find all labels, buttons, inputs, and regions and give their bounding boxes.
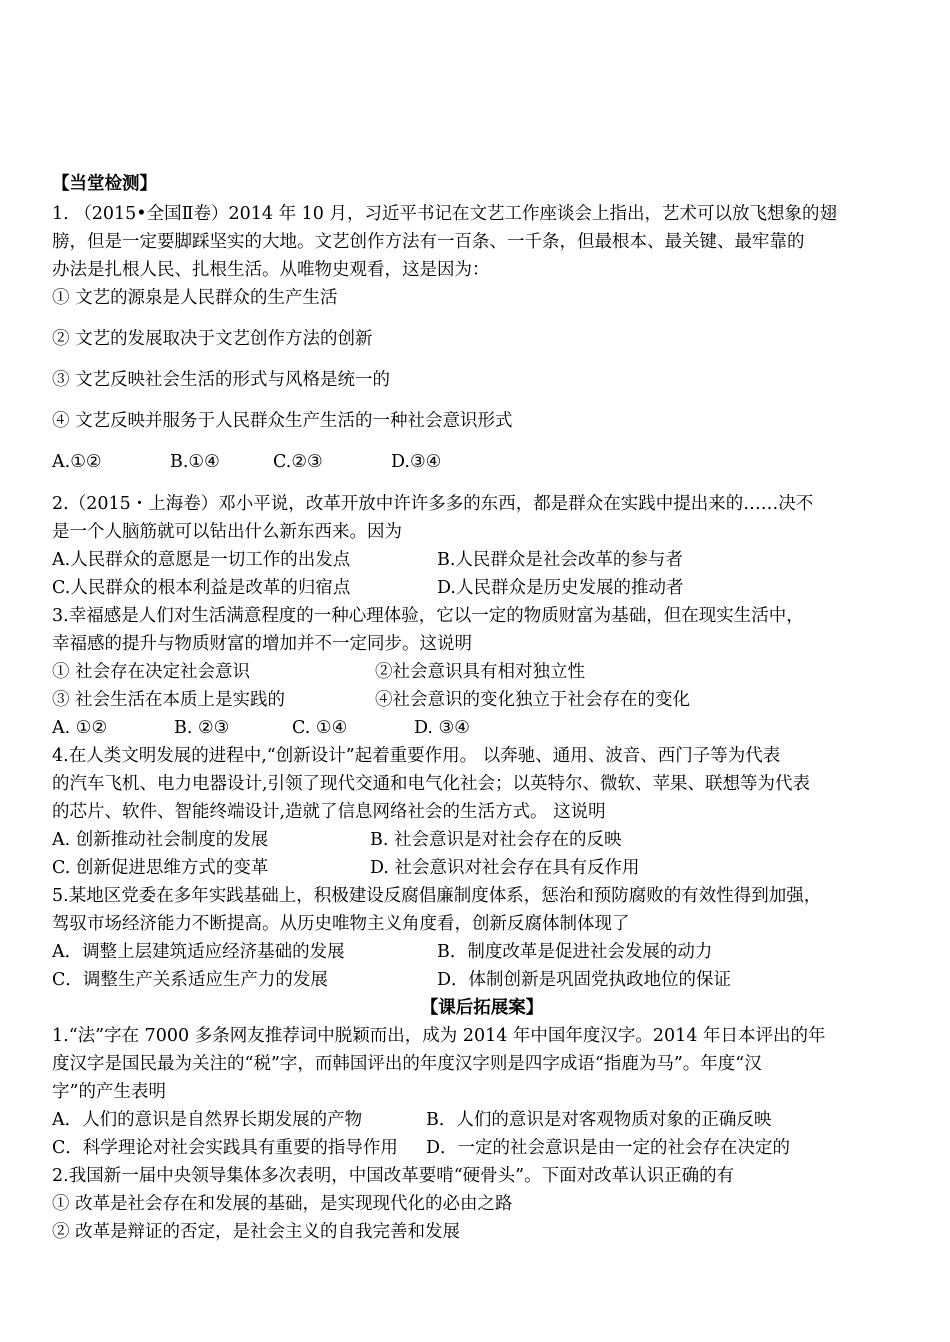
option-b: B．制度改革是促进社会发展的动力 [437, 942, 713, 962]
question-text-line: 1. （2015•全国Ⅱ卷）2014 年 10 月，习近平书记在文艺工作座谈会上指出，艺术可以放飞想象的翅 [52, 204, 838, 224]
question-1 [52, 200, 912, 476]
answer-options [52, 966, 912, 994]
question-text-line: 度汉字是国民最为关注的“税”字，而韩国评出的年度汉字则是四字成语“指鹿为马”。年度“汉 [52, 1054, 762, 1074]
option-c: C. 创新促进思维方式的变革 [52, 858, 269, 878]
option-a: A.人民群众的意愿是一切工作的出发点 [52, 550, 351, 570]
answer-options [52, 854, 912, 882]
statement-item: ① 社会存在决定社会意识 [52, 662, 251, 682]
homework-question-2 [52, 1162, 912, 1246]
option-d: D．一定的社会意识是由一定的社会存在决定的 [426, 1138, 791, 1158]
option-a: A. ①② [52, 718, 108, 738]
question-text-line: 3.幸福感是人们对生活满意程度的一种心理体验，它以一定的物质财富为基础，但在现实生活中， [52, 606, 804, 626]
question-text-line: 2.我国新一届中央领导集体多次表明，中国改革要啃“硬骨头”。下面对改革认识正确的有 [52, 1166, 735, 1186]
option-d: D. 社会意识对社会存在具有反作用 [370, 858, 640, 878]
statement-item: ③ 文艺反映社会生活的形式与风格是统一的 [52, 370, 391, 390]
question-5 [52, 882, 912, 994]
option-c: C. ①④ [292, 718, 348, 738]
homework-question-1 [52, 1022, 912, 1162]
section-title-after-class: 【课后拓展案】 [420, 998, 544, 1018]
question-text-line: 字”的产生表明 [52, 1082, 166, 1102]
answer-options [52, 826, 912, 854]
answer-options [52, 546, 912, 574]
question-text-line: 办法是扎根人民、扎根生活。从唯物史观看，这是因为： [52, 260, 490, 280]
statement-item: ② 文艺的发展取决于文艺创作方法的创新 [52, 329, 373, 349]
option-d: D.人民群众是历史发展的推动者 [437, 578, 684, 598]
option-a: A．调整上层建筑适应经济基础的发展 [52, 942, 345, 962]
worksheet-page [52, 170, 912, 1246]
option-c: C．科学理论对社会实践具有重要的指导作用 [52, 1138, 398, 1158]
statement-item: ③ 社会生活在本质上是实践的 [52, 690, 286, 710]
question-text-line: 幸福感的提升与物质财富的增加并不一定同步。这说明 [52, 634, 472, 654]
answer-options [52, 1134, 912, 1162]
answer-options [52, 574, 912, 602]
question-text-line: 的芯片、软件、智能终端设计,造就了信息网络社会的生活方式。 这说明 [52, 802, 606, 822]
option-b: B.人民群众是社会改革的参与者 [437, 550, 683, 570]
option-d: D. ③④ [414, 718, 470, 738]
option-b: B．人们的意识是对客观物质对象的正确反映 [426, 1110, 772, 1130]
option-d: D．体制创新是巩固党执政地位的保证 [437, 970, 732, 990]
option-c: C.人民群众的根本利益是改革的归宿点 [52, 578, 351, 598]
question-text-line: 5.某地区党委在多年实践基础上，积极建设反腐倡廉制度体系，惩治和预防腐败的有效性得到加强， [52, 886, 822, 906]
option-b: B. ②③ [174, 718, 230, 738]
question-text-line: 驾驭市场经济能力不断提高。从历史唯物主义角度看，创新反腐体制体现了 [52, 914, 630, 934]
question-4 [52, 742, 912, 882]
statement-item: ① 文艺的源泉是人民群众的生产生活 [52, 288, 338, 308]
statement-row [52, 658, 912, 686]
option-b: B.①④ [170, 452, 220, 472]
option-c: C.②③ [273, 452, 323, 472]
option-d: D.③④ [391, 452, 442, 472]
question-text-line: 是一个人脑筋就可以钻出什么新东西来。因为 [52, 522, 402, 542]
statement-row [52, 686, 912, 714]
option-a: A．人们的意识是自然界长期发展的产物 [52, 1110, 363, 1130]
statement-item: ② 改革是辩证的否定，是社会主义的自我完善和发展 [52, 1222, 461, 1242]
answer-options [52, 938, 912, 966]
statement-item: ②社会意识具有相对独立性 [375, 662, 585, 682]
section-title-in-class-test: 【当堂检测】 [52, 174, 157, 194]
statement-item: ④ 文艺反映并服务于人民群众生产生活的一种社会意识形式 [52, 411, 513, 431]
statement-item: ① 改革是社会存在和发展的基础，是实现现代化的必由之路 [52, 1194, 513, 1214]
question-text-line: 2.（2015・上海卷）邓小平说，改革开放中许许多多的东西，都是群众在实践中提出来的……决不 [52, 494, 814, 514]
question-text-line: 膀，但是一定要脚踩坚实的大地。文艺创作方法有一百条、一千条，但最根本、最关键、最牢靠的 [52, 232, 805, 252]
answer-options [52, 714, 912, 742]
question-2 [52, 490, 912, 602]
option-c: C．调整生产关系适应生产力的发展 [52, 970, 328, 990]
question-3 [52, 602, 912, 742]
statement-item: ④社会意识的变化独立于社会存在的变化 [375, 690, 690, 710]
answer-options [52, 448, 912, 476]
option-a: A.①② [52, 452, 102, 472]
option-a: A. 创新推动社会制度的发展 [52, 830, 269, 850]
question-text-line: 1.“法”字在 7000 多条网友推荐词中脱颖而出，成为 2014 年中国年度汉字。2014 年日本评出的年 [52, 1026, 826, 1046]
question-text-line: 4.在人类文明发展的进程中,“创新设计”起着重要作用。 以奔驰、通用、波音、西门子等为代表 [52, 746, 781, 766]
option-b: B. 社会意识是对社会存在的反映 [370, 830, 622, 850]
question-text-line: 的汽车飞机、电力电器设计,引领了现代交通和电气化社会；以英特尔、微软、苹果、联想等为代表 [52, 774, 811, 794]
answer-options [52, 1106, 912, 1134]
